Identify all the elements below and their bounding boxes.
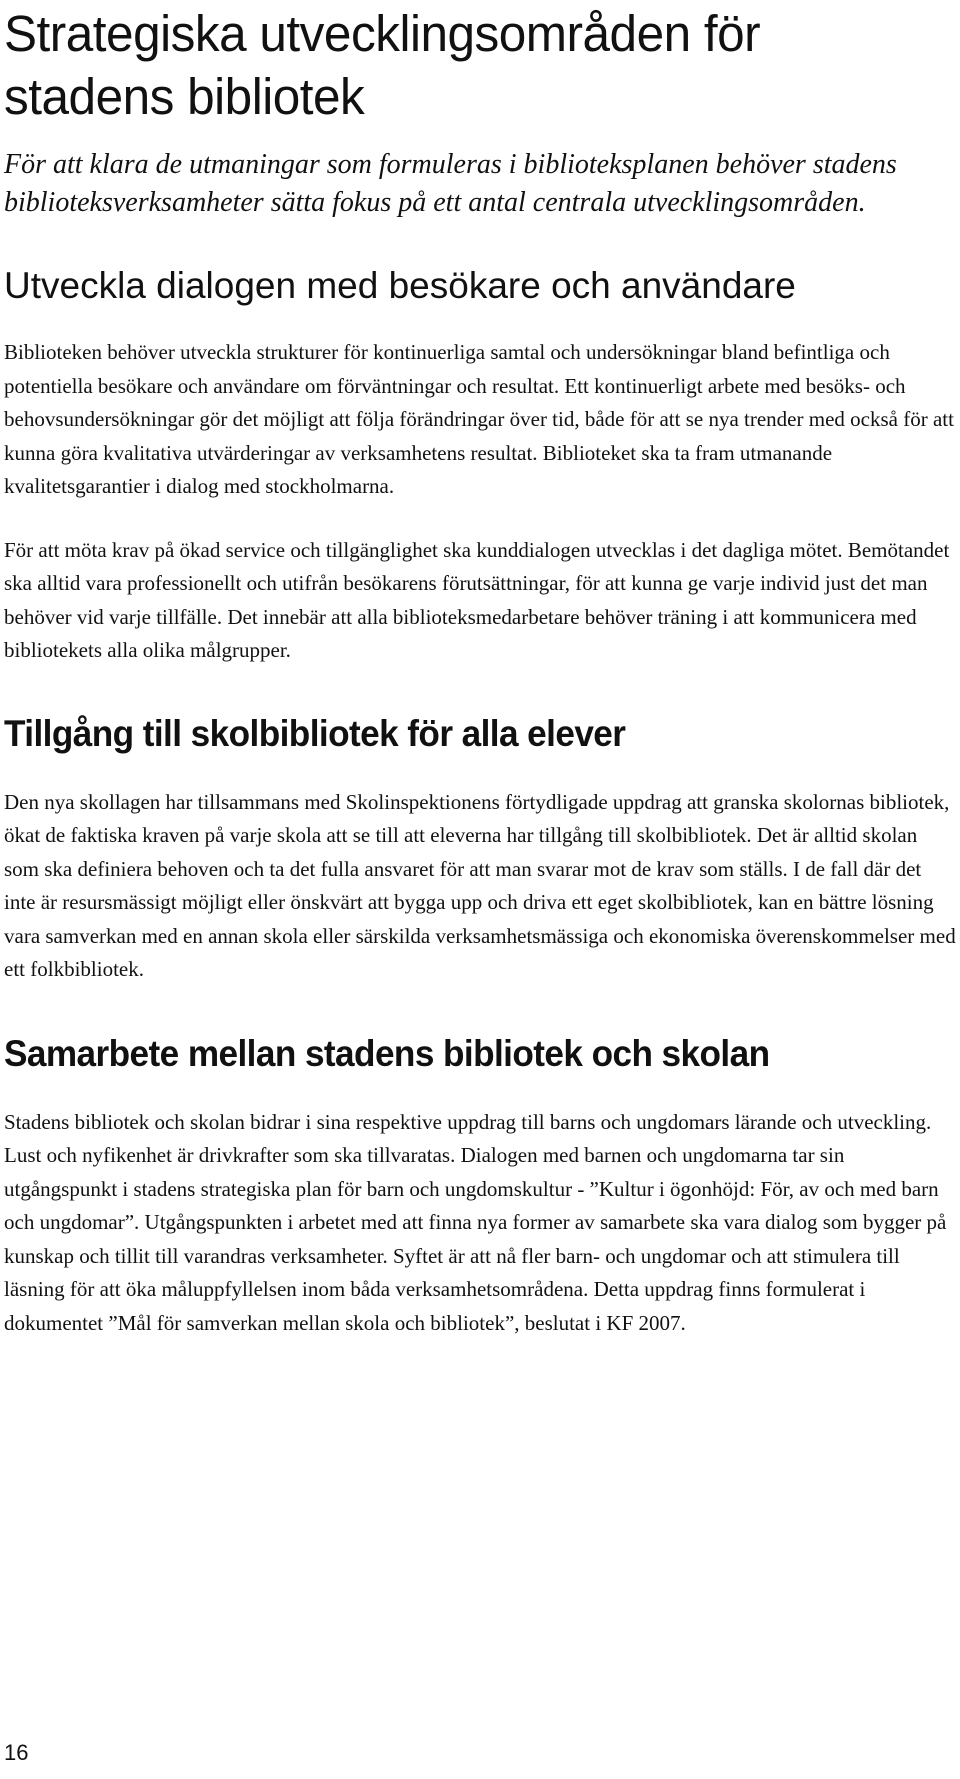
section-dialog-paragraph-2: För att möta krav på ökad service och tillgänglighet ska kunddialogen utvecklas i det dagliga mötet. Bemötandet ska alltid vara professionellt och utifrån besökarens förutsättningar, för att kunna ge varje individ just det man behöver vid varje tillfälle. Det innebär att alla biblioteksmedarbetare behöver träning i att kommunicera med bibliotekets alla olika målgrupper.: [4, 537, 950, 662]
document-page: [4, 0, 956, 1340]
intro-text: För att klara de utmaningar som formuleras i biblioteksplanen behöver stadens biblioteksverksamheter sätta fokus på ett antal centrala utvecklingsområden.: [4, 149, 897, 218]
section-school-library: [4, 712, 956, 987]
section-cooperation: [4, 1032, 956, 1341]
section-heading-school-library: Tillgång till skolbibliotek för alla elever: [4, 712, 626, 754]
section-dialog: [4, 264, 956, 668]
section-cooperation-paragraph-1: Stadens bibliotek och skolan bidrar i sina respektive uppdrag till barns och ungdomars lärande och utveckling. Lust och nyfikenhet är drivkrafter som ska tillvaratas. Dialogen med barnen och ungdomarna tar sin utgångspunkt i stadens strategiska plan för barn och ungdomskultur - ”Kultur i ögonhöjd: För, av och med barn och ungdomar”. Utgångspunkten i arbetet med att finna nya former av samarbete ska vara dialog som bygger på kunskap och tillit till varandras verksamheter. Syftet är att nå fler barn- och ungdomar och att stimulera till läsning för att öka måluppfyllelsen inom båda verksamhetsområdena. Detta uppdrag finns formulerat i dokumentet ”Mål för samverkan mellan skola och bibliotek”, beslutat i KF 2007.: [4, 1109, 947, 1335]
section-school-library-paragraph-1: Den nya skollagen har tillsammans med Skolinspektionens förtydligade uppdrag att granska skolornas bibliotek, ökat de faktiska kraven på varje skola att se till att eleverna har tillgång till skolbibliotek. Det är alltid skolan som ska definiera behoven och ta det fulla ansvaret för att man svarar mot de krav som ställs. I de fall där det inte är resursmässigt möjligt eller önskvärt att bygga upp och driva ett eget skolbibliotek, kan en bättre lösning vara samverkan med en annan skola eller särskilda verksamhetsmässiga och ekonomiska överenskommelser med ett folkbibliotek.: [4, 789, 956, 981]
section-dialog-paragraph-1: Biblioteken behöver utveckla strukturer för kontinuerliga samtal och undersökningar bland befintliga och potentiella besökare och användare om förväntningar och resultat. Ett kontinuerligt arbete med besöks- och behovsundersökningar gör det möjligt att följa förändringar över tid, både för att se nya trender med också för att kunna göra kvalitativa utvärderingar av verksamhetens resultat. Biblioteket ska ta fram utmanande kvalitetsgarantier i dialog med stockholmarna.: [4, 340, 954, 498]
section-heading-cooperation: Samarbete mellan stadens bibliotek och skolan: [4, 1032, 770, 1074]
page-number: 16: [4, 1740, 29, 1765]
section-heading-dialog: Utveckla dialogen med besökare och användare: [4, 265, 796, 306]
page-title: Strategiska utvecklingsområden för stadens bibliotek: [4, 5, 761, 125]
